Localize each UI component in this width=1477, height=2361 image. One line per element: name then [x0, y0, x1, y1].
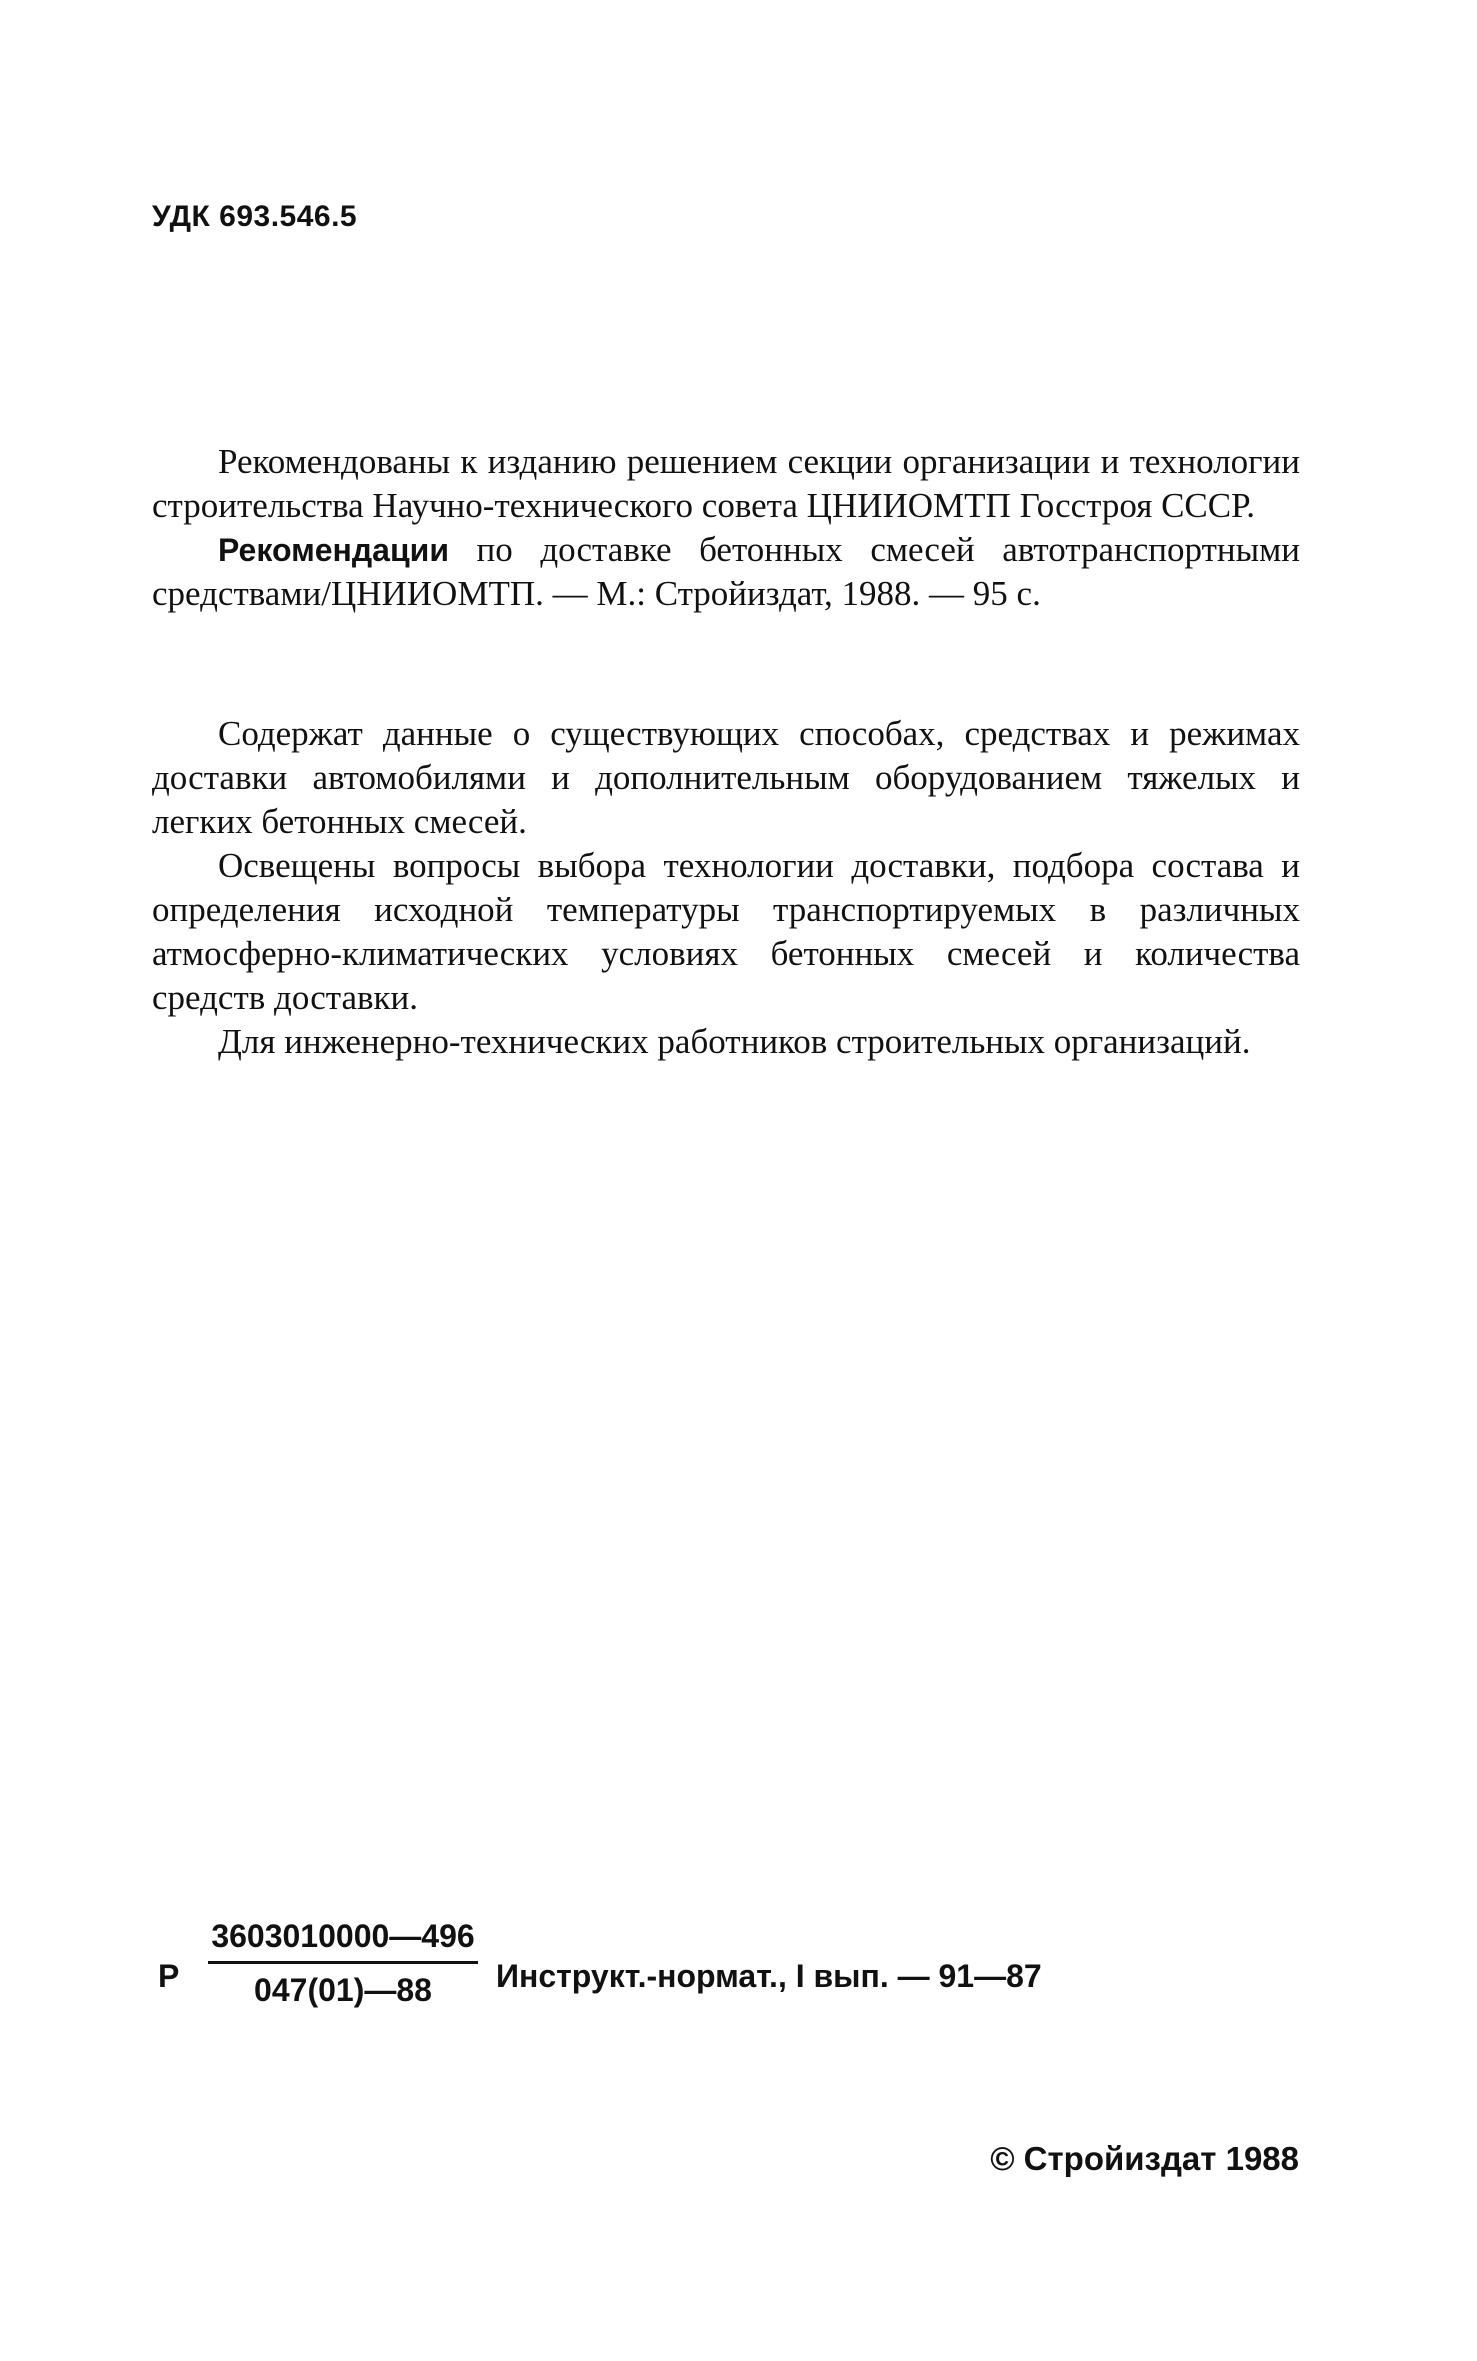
annotation-paragraph-3: Для инженерно-технических работников строительных организаций. — [218, 1022, 1251, 1061]
citation-title: Рекомендации — [218, 532, 449, 568]
udk-code: УДК 693.546.5 — [152, 200, 358, 233]
copyright-notice: © Стройиздат 1988 — [990, 2140, 1299, 2177]
annotation-paragraph-2: Освещены вопросы выбора технологии доставки, подбора состава и определения исходной температуры транспортируемых в различных атмосферно-климатических условиях бетонных смесей и количества средств доставки. — [152, 846, 1300, 1017]
publication-index — [152, 1918, 1300, 2038]
index-denominator: 047(01)—88 — [254, 1972, 432, 2008]
index-fraction — [208, 1918, 478, 2009]
index-numerator: 3603010000—496 — [211, 1918, 475, 1954]
index-info: Инструкт.-нормат., I вып. — 91—87 — [496, 1958, 1042, 1994]
citation — [152, 528, 1300, 616]
index-letter: Р — [158, 1958, 180, 1994]
annotation-paragraph-1: Содержат данные о существующих способах, средствах и режимах доставки автомобилями и дополнительным оборудованием тяжелых и легких бетонных смесей. — [152, 714, 1300, 841]
annotation-block — [152, 712, 1300, 1064]
approval-text: Рекомендованы к изданию решением секции организации и технологии строительства Научно-технического совета ЦНИИОМТП Госстроя СССР. — [152, 442, 1300, 525]
approval-block — [152, 440, 1300, 616]
citation-rest: по доставке бетонных смесей автотранспортными средствами/ЦНИИОМТП. — М.: Стройиздат, 1988. — 95 с. — [152, 530, 1300, 613]
